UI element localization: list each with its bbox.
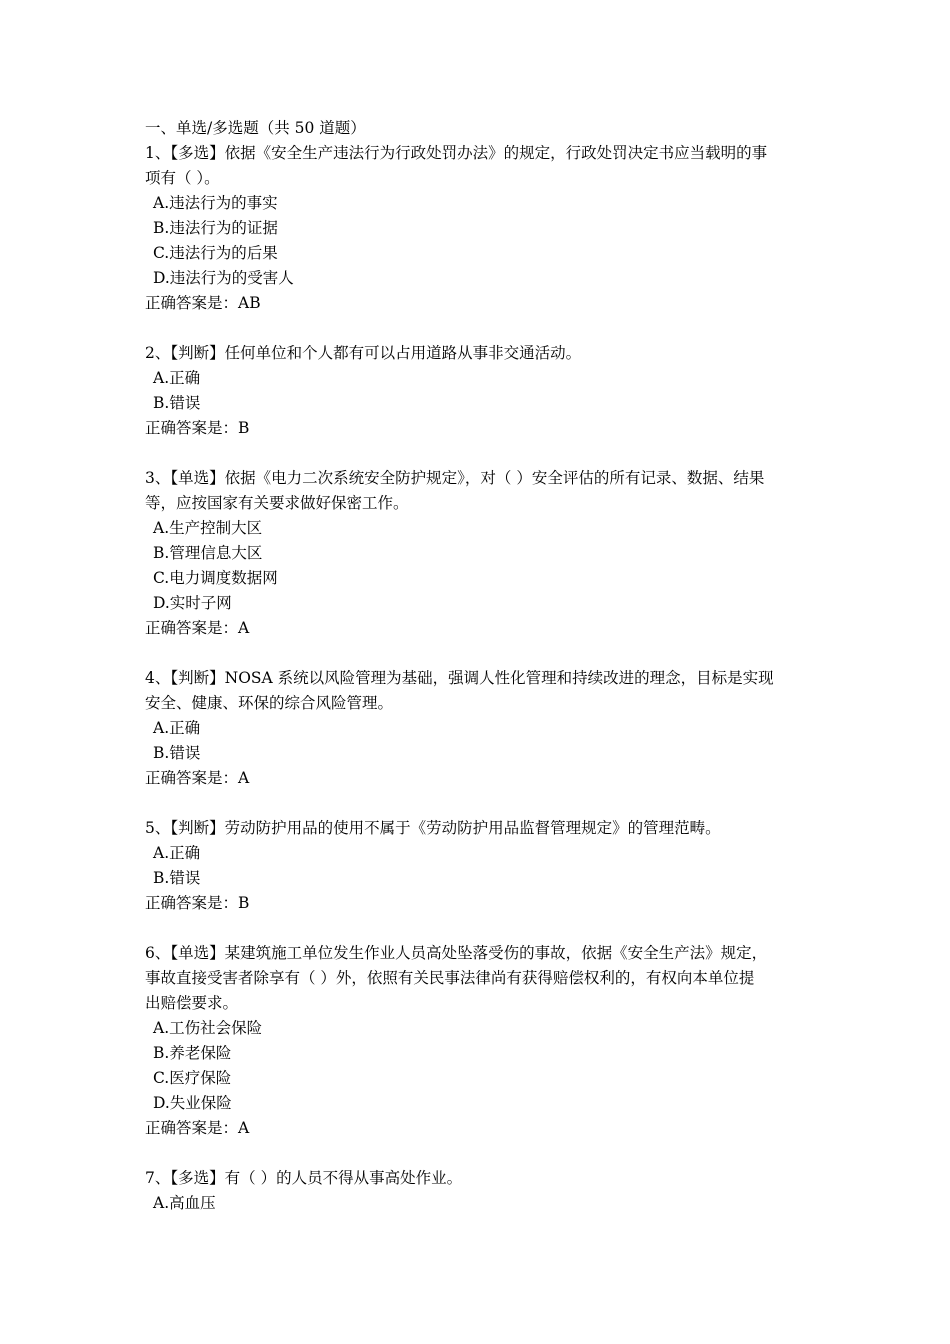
- correct-answer-label: 正确答案是：: [145, 619, 239, 637]
- answer-option: B.养老保险: [153, 1044, 232, 1062]
- question-stem-text: 事故直接受害者除享有（ ）外，依照有关民事法律尚有获得赔偿权利的，有权向本单位提: [145, 969, 755, 987]
- question-type: 【判断】: [170, 819, 225, 837]
- question-type: 【多选】: [170, 144, 225, 162]
- correct-answer: [145, 291, 810, 316]
- question-4: [145, 666, 810, 791]
- question-7: [145, 1166, 810, 1216]
- question-stem-line: [145, 966, 810, 991]
- question-stem-text: 依据《电力二次系统安全防护规定》，对（ ）安全评估的所有记录、数据、结果: [224, 469, 765, 487]
- correct-answer: [145, 891, 810, 916]
- answer-option: A.生产控制大区: [153, 519, 263, 537]
- answer-option: A.正确: [153, 719, 201, 737]
- section-title: 一、单选/多选题（共 50 道题）: [145, 119, 366, 137]
- correct-answer-label: 正确答案是：: [145, 894, 239, 912]
- question-3: [145, 466, 810, 641]
- question-stem-text: 某建筑施工单位发生作业人员高处坠落受伤的事故，依据《安全生产法》规定，: [224, 944, 768, 962]
- question-stem-line: [145, 491, 810, 516]
- question-stem-line: [145, 991, 810, 1016]
- answer-option: A.正确: [153, 844, 201, 862]
- correct-answer-value: B: [238, 419, 250, 437]
- answer-option: B.错误: [153, 744, 201, 762]
- question-stem-text: 安全、健康、环保的综合风险管理。: [145, 694, 394, 712]
- question-stem-text: 项有（ ）。: [145, 169, 220, 187]
- question-stem-text: 有（ ）的人员不得从事高处作业。: [224, 1169, 463, 1187]
- answer-option: C.违法行为的后果: [153, 244, 278, 262]
- answer-option: B.错误: [153, 869, 201, 887]
- answer-option: D.违法行为的受害人: [153, 269, 294, 287]
- correct-answer: [145, 1116, 810, 1141]
- correct-answer-label: 正确答案是：: [145, 294, 239, 312]
- question-number: 6、: [145, 944, 171, 962]
- answer-option: D.实时子网: [153, 594, 232, 612]
- question-stem-text: NOSA 系统以风险管理为基础，强调人性化管理和持续改进的理念，目标是实现: [224, 669, 774, 687]
- answer-option: B.管理信息大区: [153, 544, 263, 562]
- answer-option: D.失业保险: [153, 1094, 232, 1112]
- question-number: 7、: [145, 1169, 171, 1187]
- question-type: 【判断】: [170, 669, 225, 687]
- question-stem-line: [145, 341, 810, 366]
- question-type: 【单选】: [170, 469, 225, 487]
- correct-answer: [145, 616, 810, 641]
- question-number: 4、: [145, 669, 171, 687]
- question-number: 1、: [145, 144, 171, 162]
- question-6: [145, 941, 810, 1141]
- answer-option: B.错误: [153, 394, 201, 412]
- correct-answer-value: AB: [238, 294, 261, 312]
- correct-answer-value: B: [238, 894, 250, 912]
- question-stem-line: [145, 666, 810, 691]
- correct-answer-label: 正确答案是：: [145, 1119, 239, 1137]
- question-stem-line: [145, 1166, 810, 1191]
- question-number: 5、: [145, 819, 171, 837]
- answer-option: B.违法行为的证据: [153, 219, 278, 237]
- correct-answer-label: 正确答案是：: [145, 769, 239, 787]
- correct-answer: [145, 416, 810, 441]
- correct-answer-label: 正确答案是：: [145, 419, 239, 437]
- question-stem-line: [145, 141, 810, 166]
- correct-answer-value: A: [238, 619, 250, 637]
- question-stem-text: 等，应按国家有关要求做好保密工作。: [145, 494, 409, 512]
- answer-option: A.正确: [153, 369, 201, 387]
- answer-option: C.医疗保险: [153, 1069, 232, 1087]
- question-number: 3、: [145, 469, 171, 487]
- question-5: [145, 816, 810, 916]
- question-stem-line: [145, 691, 810, 716]
- document-body: [145, 116, 810, 1216]
- question-stem-text: 出赔偿要求。: [145, 994, 239, 1012]
- question-stem-text: 任何单位和个人都有可以占用道路从事非交通活动。: [224, 344, 582, 362]
- question-type: 【单选】: [170, 944, 225, 962]
- correct-answer: [145, 766, 810, 791]
- answer-option: A.工伤社会保险: [153, 1019, 263, 1037]
- question-stem-text: 劳动防护用品的使用不属于《劳动防护用品监督管理规定》的管理范畴。: [224, 819, 721, 837]
- answer-option: A.高血压: [153, 1194, 216, 1212]
- question-list: [145, 141, 810, 1216]
- answer-option: A.违法行为的事实: [153, 194, 278, 212]
- question-type: 【判断】: [170, 344, 225, 362]
- question-1: [145, 141, 810, 316]
- question-stem-line: [145, 816, 810, 841]
- correct-answer-value: A: [238, 1119, 250, 1137]
- question-2: [145, 341, 810, 441]
- question-stem-line: [145, 941, 810, 966]
- correct-answer-value: A: [238, 769, 250, 787]
- question-stem-line: [145, 166, 810, 191]
- question-type: 【多选】: [170, 1169, 225, 1187]
- answer-option: C.电力调度数据网: [153, 569, 278, 587]
- question-number: 2、: [145, 344, 171, 362]
- question-stem-text: 依据《安全生产违法行为行政处罚办法》的规定，行政处罚决定书应当载明的事: [224, 144, 768, 162]
- question-stem-line: [145, 466, 810, 491]
